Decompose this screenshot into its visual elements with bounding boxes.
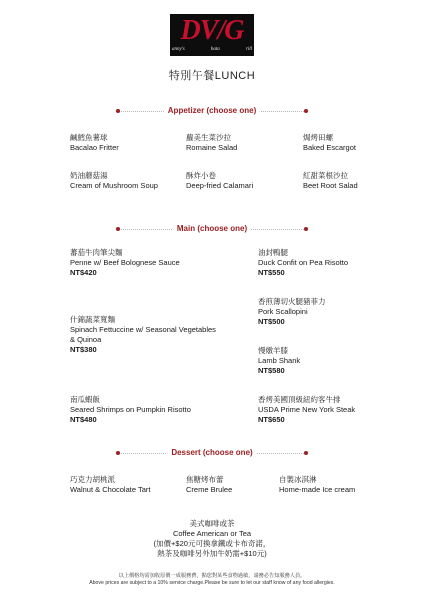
item-name-zh: 酥炸小卷 — [186, 171, 216, 180]
drink-block — [0, 519, 424, 559]
item-name-en: Baked Escargot — [303, 143, 356, 152]
item-name-en: Creme Brulee — [186, 485, 233, 494]
item-name-zh: 焦糖烤布蕾 — [186, 475, 224, 484]
service-charge-note — [0, 573, 424, 587]
item-name-en: Duck Confit on Pea Risotto — [258, 258, 349, 267]
item-name-zh: 慢燉羊膝 — [258, 346, 288, 355]
item-name-en: Lamb Shank — [258, 356, 301, 365]
item-name-en: Pork Scallopini — [258, 307, 308, 316]
section-label: Main (choose one) — [173, 222, 251, 236]
bullet-dot — [116, 109, 120, 113]
item-name-en-cont: & Quinoa — [70, 335, 102, 344]
menu-item — [186, 171, 253, 191]
item-name-zh: 蕃茄牛肉筆尖麵 — [70, 248, 123, 257]
appetizer-heading — [118, 104, 306, 118]
menu-item — [70, 475, 150, 495]
menu-title: 特別午餐LUNCH — [168, 70, 256, 82]
menu-item — [70, 315, 216, 355]
drink-name-en: Coffee American or Tea — [172, 529, 252, 538]
item-name-en: USDA Prime New York Steak — [258, 405, 356, 414]
logo-word: rill — [245, 47, 252, 52]
item-price: NT$480 — [70, 415, 97, 424]
menu-item — [258, 346, 300, 376]
logo-word: bata — [210, 47, 220, 52]
logo-word: anny's — [172, 47, 185, 52]
main-heading — [118, 222, 306, 236]
item-name-en: Penne w/ Beef Bolognese Sauce — [70, 258, 180, 267]
item-name-en: Bacalao Fritter — [70, 143, 119, 152]
logo-wordmark — [172, 47, 252, 53]
bullet-dot — [116, 451, 120, 455]
menu-item — [258, 395, 355, 425]
menu-item — [70, 133, 119, 153]
menu-item — [186, 475, 232, 495]
section-label: Appetizer (choose one) — [164, 104, 260, 118]
item-price: NT$380 — [70, 345, 97, 354]
note-en: Above prices are subject to a 10% service charge.Please be sure to let our staff know of any food allergies. — [89, 580, 335, 586]
menu-item — [70, 248, 180, 278]
bullet-dot — [304, 451, 308, 455]
menu-item — [258, 248, 348, 278]
bullet-dot — [304, 109, 308, 113]
bullet-dot — [116, 227, 120, 231]
item-name-en: Spinach Fettuccine w/ Seasonal Vegetables — [70, 325, 216, 334]
item-name-zh: 香烤美國頂級紐約客牛排 — [258, 395, 341, 404]
dessert-heading — [118, 446, 306, 460]
item-price: NT$420 — [70, 268, 97, 277]
item-name-zh: 蘿美生菜沙拉 — [186, 133, 231, 142]
item-name-zh: 鹹鱈魚薯球 — [70, 133, 108, 142]
item-name-en: Cream of Mushroom Soup — [70, 181, 158, 190]
item-name-zh: 自製冰淇淋 — [279, 475, 317, 484]
menu-item — [303, 133, 356, 153]
item-name-zh: 巧克力胡桃派 — [70, 475, 115, 484]
drink-milk-note: 熱茶及咖啡另外加牛奶需+$10元) — [157, 549, 267, 558]
item-name-en: Romaine Salad — [186, 143, 238, 152]
item-name-zh: 什錦蔬菜寬麵 — [70, 315, 115, 324]
menu-item — [70, 395, 191, 425]
item-name-zh: 油封鴨腿 — [258, 248, 288, 257]
item-name-en: Seared Shrimps on Pumpkin Risotto — [70, 405, 191, 414]
restaurant-logo — [170, 14, 254, 56]
bullet-dot — [304, 227, 308, 231]
menu-item — [258, 297, 326, 327]
menu-item — [279, 475, 355, 495]
item-name-en: Deep-fried Calamari — [186, 181, 254, 190]
item-name-zh: 紅甜菜根沙拉 — [303, 171, 348, 180]
item-name-en: Beet Root Salad — [303, 181, 358, 190]
section-label: Dessert (choose one) — [167, 446, 256, 460]
item-price: NT$650 — [258, 415, 285, 424]
item-name-zh: 焗烤田螺 — [303, 133, 333, 142]
item-name-zh: 南瓜蝦飯 — [70, 395, 100, 404]
item-name-en: Walnut & Chocolate Tart — [70, 485, 151, 494]
note-zh: 以上價格均需加收原價一成服務費，點您對某些食物過敏，請務必告知服務人員。 — [118, 573, 306, 579]
logo-mark: DV/G — [180, 15, 244, 46]
item-name-zh: 奶油蘑菇湯 — [70, 171, 108, 180]
drink-name-zh: 美式咖啡或茶 — [189, 519, 235, 528]
menu-item — [186, 133, 237, 153]
drink-upgrade-note: (加價+$20元可換拿鐵或卡布奇諾， — [153, 539, 271, 548]
item-price: NT$550 — [258, 268, 285, 277]
menu-item — [70, 171, 158, 191]
item-price: NT$580 — [258, 366, 285, 375]
menu-item — [303, 171, 358, 191]
item-name-en: Home-made Ice cream — [279, 485, 356, 494]
item-name-zh: 香煎薄切火腿豬菲力 — [258, 297, 326, 306]
item-price: NT$500 — [258, 317, 285, 326]
